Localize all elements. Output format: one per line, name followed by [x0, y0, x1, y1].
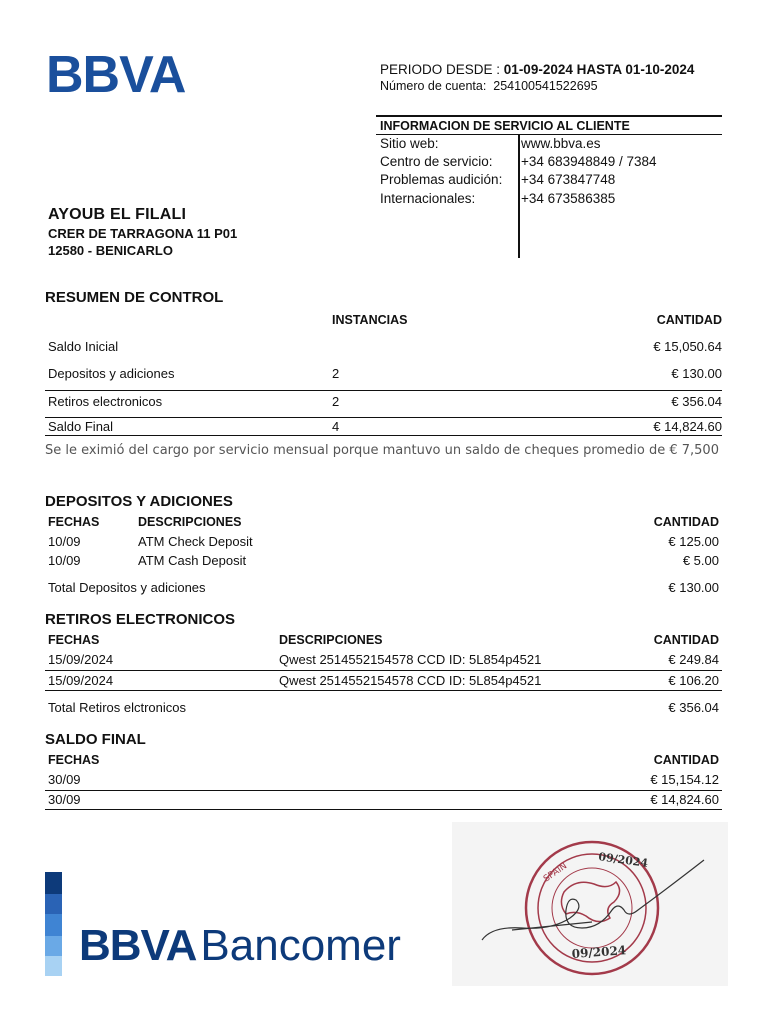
withdrawals-col-desc: DESCRIPCIONES: [279, 633, 383, 647]
summary-divider: [45, 417, 722, 418]
deposits-col-desc: DESCRIPCIONES: [138, 515, 242, 529]
withdrawal-desc: Qwest 2514552154578 CCD ID: 5L854p4521: [279, 673, 542, 688]
deposit-desc: ATM Cash Deposit: [138, 553, 247, 568]
deposit-amount: € 5.00: [682, 553, 719, 568]
summary-col-amount: CANTIDAD: [656, 313, 722, 327]
summary-row-instances: 2: [332, 366, 340, 381]
customer-address-line1: CRER DE TARRAGONA 11 P01: [48, 226, 238, 241]
customer-name: AYOUB EL FILALI: [48, 206, 187, 223]
summary-row-label: Depositos y adiciones: [48, 366, 175, 381]
deposit-amount: € 125.00: [668, 534, 719, 549]
deposits-col-date: FECHAS: [48, 515, 100, 529]
summary-row-amount: € 15,050.64: [653, 339, 722, 354]
bbva-bancomer-logo: [45, 872, 425, 978]
summary-row-amount: € 356.04: [671, 394, 722, 409]
svg-text:BBVABancomer: [79, 921, 401, 970]
account-number: 254100541522695: [493, 79, 598, 93]
seal-date-bottom: 09/2024: [571, 943, 627, 961]
bbva-logo: [46, 44, 206, 98]
service-website-link[interactable]: www.bbva.es: [521, 136, 601, 151]
service-label: Internacionales:: [380, 191, 476, 206]
account-number-line: [380, 78, 598, 94]
withdrawal-amount: € 249.84: [668, 652, 719, 667]
period-label: PERIODO DESDE :: [380, 62, 501, 77]
bancomer-logo-bold: BBVA: [79, 921, 197, 970]
deposit-date: 10/09: [48, 534, 81, 549]
deposits-col-amount: CANTIDAD: [653, 515, 719, 529]
final-col-date: FECHAS: [48, 753, 100, 767]
deposits-title: DEPOSITOS Y ADICIONES: [45, 493, 233, 510]
summary-row-instances: 4: [332, 419, 340, 434]
summary-title: RESUMEN DE CONTROL: [45, 289, 224, 306]
official-seal-stamp: [452, 822, 728, 986]
withdrawal-date: 15/09/2024: [48, 652, 114, 667]
withdrawal-desc: Qwest 2514552154578 CCD ID: 5L854p4521: [279, 652, 542, 667]
bancomer-logo-light: Bancomer: [200, 921, 401, 970]
service-value: +34 683948849 / 7384: [521, 154, 657, 169]
final-date: 30/09: [48, 792, 81, 807]
summary-divider: [45, 390, 722, 391]
withdrawals-title: RETIROS ELECTRONICOS: [45, 611, 236, 628]
final-divider: [45, 809, 722, 810]
withdrawals-col-amount: CANTIDAD: [653, 633, 719, 647]
service-label: Centro de servicio:: [380, 154, 493, 169]
service-label: Sitio web:: [380, 136, 439, 151]
deposits-total-amount: € 130.00: [668, 580, 719, 595]
service-value: +34 673847748: [521, 172, 616, 187]
deposit-desc: ATM Check Deposit: [138, 534, 253, 549]
account-label: Número de cuenta:: [380, 79, 487, 93]
service-value: +34 673586385: [521, 191, 616, 206]
summary-row-instances: 2: [332, 394, 340, 409]
bbva-logo-text: BBVA: [46, 46, 186, 98]
statement-period: [380, 62, 694, 78]
summary-row-amount: € 14,824.60: [653, 419, 722, 434]
final-balance-title: SALDO FINAL: [45, 731, 146, 748]
withdrawals-col-date: FECHAS: [48, 633, 100, 647]
summary-row-label: Retiros electronicos: [48, 394, 163, 409]
seal-text: SPAIN: [541, 861, 570, 885]
final-divider: [45, 790, 722, 791]
withdrawals-total-label: Total Retiros elctronicos: [48, 700, 186, 715]
period-value: 01-09-2024 HASTA 01-10-2024: [503, 62, 695, 77]
service-divider: [518, 135, 520, 258]
customer-service-box: [376, 115, 722, 258]
fee-waiver-note: Se le eximió del cargo por servicio mensual porque mantuvo un saldo de cheques promedio de € 7,500: [45, 443, 719, 458]
seal-date-top: 09/2024: [597, 850, 649, 870]
final-amount: € 15,154.12: [650, 772, 719, 787]
final-col-amount: CANTIDAD: [653, 753, 719, 767]
withdrawals-divider: [45, 690, 722, 691]
deposit-date: 10/09: [48, 553, 81, 568]
deposits-total-label: Total Depositos y adiciones: [48, 580, 206, 595]
customer-address-line2: 12580 - BENICARLO: [48, 243, 173, 258]
service-label: Problemas audición:: [380, 172, 503, 187]
withdrawals-total-amount: € 356.04: [668, 700, 719, 715]
withdrawal-date: 15/09/2024: [48, 673, 114, 688]
summary-row-label: Saldo Inicial: [48, 339, 119, 354]
summary-divider: [45, 435, 722, 436]
withdrawals-divider: [45, 670, 722, 671]
summary-row-label: Saldo Final: [48, 419, 114, 434]
summary-col-instances: INSTANCIAS: [332, 313, 408, 327]
final-date: 30/09: [48, 772, 81, 787]
summary-row-amount: € 130.00: [671, 366, 722, 381]
final-amount: € 14,824.60: [650, 792, 719, 807]
withdrawal-amount: € 106.20: [668, 673, 719, 688]
customer-service-title: INFORMACION DE SERVICIO AL CLIENTE: [376, 115, 722, 135]
